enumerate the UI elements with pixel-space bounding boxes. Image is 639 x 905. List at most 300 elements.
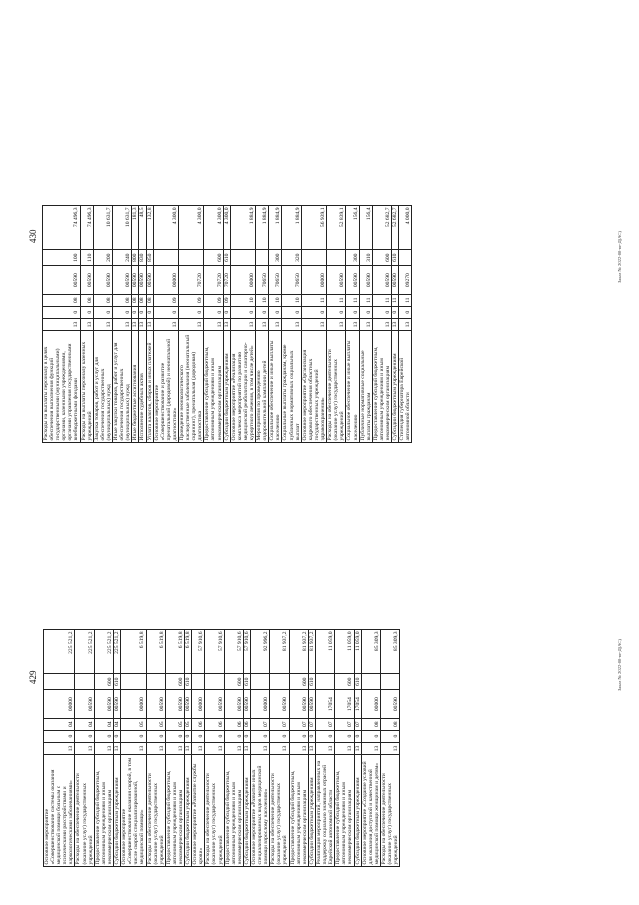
code-sub-cell: 0 bbox=[392, 306, 399, 318]
code-program-cell: 13 bbox=[399, 318, 412, 331]
row-name-cell: Основное мероприятие «Реализация комплекса мероприятий по развитию медицинской реабилитации и санаторно-курортного лечения, в том числе детей» bbox=[230, 331, 255, 443]
code-direction-cell: 00000 bbox=[121, 690, 146, 718]
code-expense-type-cell: 830 bbox=[139, 250, 146, 266]
table-row bbox=[93, 206, 112, 443]
code-sub-cell: 0 bbox=[270, 730, 289, 742]
amount-cell: 181,3 bbox=[132, 206, 139, 250]
code-direction-cell: 00590 bbox=[205, 690, 224, 718]
code-sub-cell: 0 bbox=[178, 306, 203, 318]
code-program-cell: 13 bbox=[132, 318, 139, 331]
code-direction-cell: 17054 bbox=[335, 690, 354, 718]
code-activity-cell: 06 bbox=[224, 718, 243, 730]
code-program-cell: 13 bbox=[146, 318, 153, 331]
amount-cell: 225 521,2 bbox=[114, 630, 121, 674]
code-program-cell: 13 bbox=[192, 742, 205, 755]
code-expense-type-cell: 310 bbox=[359, 250, 372, 266]
code-direction-cell: 70650 bbox=[256, 266, 269, 294]
code-activity-cell: 07 bbox=[251, 718, 270, 730]
code-sub-cell: 0 bbox=[308, 730, 315, 742]
table-row bbox=[372, 206, 391, 443]
table-row bbox=[251, 630, 270, 867]
table-row bbox=[75, 630, 94, 867]
amount-cell: 1 884,9 bbox=[230, 206, 255, 250]
amount-cell: 6 519,8 bbox=[121, 630, 146, 674]
code-sub-cell: 0 bbox=[185, 730, 192, 742]
amount-cell: 81 937,2 bbox=[289, 630, 308, 674]
code-activity-cell: 11 bbox=[399, 294, 412, 306]
code-activity-cell: 05 bbox=[121, 718, 146, 730]
table-row bbox=[269, 206, 282, 443]
amount-cell: 92 996,2 bbox=[251, 630, 270, 674]
code-expense-type-cell bbox=[380, 674, 399, 690]
code-sub-cell: 0 bbox=[132, 306, 139, 318]
code-activity-cell: 07 bbox=[335, 718, 354, 730]
code-program-cell: 13 bbox=[392, 318, 399, 331]
amount-cell: 156,4 bbox=[346, 206, 359, 250]
code-sub-cell: 0 bbox=[146, 730, 165, 742]
code-activity-cell: 09 bbox=[223, 294, 230, 306]
code-program-cell: 13 bbox=[178, 318, 203, 331]
amount-cell: 57 910,6 bbox=[192, 630, 205, 674]
code-direction-cell: 70650 bbox=[269, 266, 282, 294]
amount-cell: 10 631,7 bbox=[93, 206, 112, 250]
code-direction-cell: 00000 bbox=[251, 690, 270, 718]
code-direction-cell: 00590 bbox=[165, 690, 184, 718]
amount-cell: 81 937,2 bbox=[308, 630, 315, 674]
code-expense-type-cell: 240 bbox=[113, 250, 132, 266]
code-program-cell: 13 bbox=[93, 318, 112, 331]
code-program-cell: 13 bbox=[205, 742, 224, 755]
code-activity-cell: 07 bbox=[289, 718, 308, 730]
code-activity-cell: 05 bbox=[185, 718, 192, 730]
row-name-cell: Реализация мероприятий, направленных на поддержку социально значимых отраслей Еврейской автономной области bbox=[315, 755, 334, 867]
code-sub-cell: 0 bbox=[44, 730, 75, 742]
code-program-cell: 13 bbox=[43, 318, 81, 331]
code-sub-cell: 0 bbox=[243, 730, 250, 742]
table-row bbox=[153, 206, 178, 443]
code-sub-cell: 0 bbox=[372, 306, 391, 318]
page-left bbox=[0, 453, 639, 905]
amount-cell: 4 300,0 bbox=[223, 206, 230, 250]
amount-cell: 57 910,6 bbox=[224, 630, 243, 674]
table-row bbox=[354, 630, 361, 867]
table-row bbox=[315, 630, 334, 867]
code-expense-type-cell: 610 bbox=[354, 674, 361, 690]
code-direction-cell: 00590 bbox=[94, 690, 113, 718]
code-expense-type-cell: 600 bbox=[335, 674, 354, 690]
code-sub-cell: 0 bbox=[399, 306, 412, 318]
code-program-cell: 13 bbox=[121, 742, 146, 755]
code-program-cell: 13 bbox=[359, 318, 372, 331]
row-name-cell: Субсидии бюджетным учреждениям bbox=[243, 755, 250, 867]
code-expense-type-cell bbox=[399, 250, 412, 266]
row-name-cell: Предоставление субсидий бюджетным, автономным учреждениям и иным некоммерческим организациям bbox=[165, 755, 184, 867]
code-program-cell: 13 bbox=[243, 742, 250, 755]
row-name-cell: Иные бюджетные ассигнования bbox=[132, 331, 139, 443]
code-program-cell: 13 bbox=[165, 742, 184, 755]
code-program-cell: 13 bbox=[113, 318, 132, 331]
row-name-cell: Основное мероприятие «Организация кадрового обеспечения областных государственных учреждений здравоохранения» bbox=[301, 331, 326, 443]
amount-cell: 52 839,1 bbox=[327, 206, 346, 250]
code-program-cell: 13 bbox=[75, 742, 94, 755]
code-sub-cell: 0 bbox=[380, 730, 399, 742]
code-expense-type-cell bbox=[75, 674, 94, 690]
table-row bbox=[346, 206, 359, 443]
row-name-cell: Проведение неонкологического наследственные заболевания (неонатальный скрининг), пренатальная (дородовая) диагностика bbox=[178, 331, 203, 443]
code-expense-type-cell bbox=[146, 674, 165, 690]
amount-cell: 85 309,3 bbox=[361, 630, 380, 674]
row-name-cell: Предоставление субсидий бюджетным, автономным учреждениям и иным некоммерческим организациям bbox=[224, 755, 243, 867]
table-row bbox=[359, 206, 372, 443]
amount-cell: 4 300,0 bbox=[204, 206, 223, 250]
amount-cell: 156,4 bbox=[359, 206, 372, 250]
code-activity-cell: 04 bbox=[75, 718, 94, 730]
row-name-cell: Основное мероприятие «Создание условий для оказания доступной и качественной медицинской помощи женщинам и детям» bbox=[361, 755, 380, 867]
table-row bbox=[327, 206, 346, 443]
code-activity-cell: 11 bbox=[346, 294, 359, 306]
table-row bbox=[380, 630, 399, 867]
table-row bbox=[204, 206, 223, 443]
code-direction-cell: 00000 bbox=[230, 266, 255, 294]
row-name-cell: Основное мероприятие «Развитие иных специализированных видов медицинской помощи взрослому населению» bbox=[251, 755, 270, 867]
code-program-cell: 13 bbox=[94, 742, 113, 755]
row-name-cell: Субсидии бюджетным учреждениям bbox=[114, 755, 121, 867]
page-number: 430 bbox=[28, 229, 38, 243]
code-expense-type-cell bbox=[121, 674, 146, 690]
code-direction-cell: 00000 bbox=[361, 690, 380, 718]
code-activity-cell: 08 bbox=[361, 718, 380, 730]
code-sub-cell: 0 bbox=[224, 730, 243, 742]
code-activity-cell: 04 bbox=[44, 718, 75, 730]
amount-cell: 11 059,0 bbox=[354, 630, 361, 674]
code-activity-cell: 08 bbox=[146, 294, 153, 306]
code-sub-cell: 0 bbox=[301, 306, 326, 318]
code-expense-type-cell: 200 bbox=[93, 250, 112, 266]
amount-cell: 85 309,3 bbox=[380, 630, 399, 674]
code-sub-cell: 0 bbox=[113, 306, 132, 318]
amount-cell: 57 910,6 bbox=[205, 630, 224, 674]
code-direction-cell: 00590 bbox=[132, 266, 139, 294]
code-expense-type-cell bbox=[178, 250, 203, 266]
code-activity-cell: 07 bbox=[315, 718, 334, 730]
table-row bbox=[205, 630, 224, 867]
amount-cell: 4 000,0 bbox=[399, 206, 412, 250]
code-sub-cell: 0 bbox=[153, 306, 178, 318]
row-name-cell: Предоставление субсидий бюджетным, автономным учреждениям и иным некоммерческим организациям bbox=[372, 331, 391, 443]
amount-cell: 56 939,1 bbox=[301, 206, 326, 250]
amount-cell: 1 884,9 bbox=[282, 206, 301, 250]
code-expense-type-cell: 610 bbox=[392, 250, 399, 266]
code-direction-cell: 70720 bbox=[223, 266, 230, 294]
code-sub-cell: 0 bbox=[205, 730, 224, 742]
code-direction-cell: 00590 bbox=[359, 266, 372, 294]
code-program-cell: 13 bbox=[269, 318, 282, 331]
code-activity-cell: 08 bbox=[139, 294, 146, 306]
amount-cell: 4 300,0 bbox=[178, 206, 203, 250]
code-sub-cell: 0 bbox=[114, 730, 121, 742]
code-program-cell: 13 bbox=[346, 318, 359, 331]
row-name-cell: Предоставление субсидий бюджетным, автономным учреждениям и иным некоммерческим организациям bbox=[94, 755, 113, 867]
code-sub-cell: 0 bbox=[192, 730, 205, 742]
code-direction-cell: 00590 bbox=[80, 266, 93, 294]
code-activity-cell: 09 bbox=[204, 294, 223, 306]
code-direction-cell: 70650 bbox=[282, 266, 301, 294]
code-direction-cell: 00590 bbox=[224, 690, 243, 718]
code-activity-cell: 08 bbox=[132, 294, 139, 306]
row-name-cell: Уплата налогов, сборов и иных платежей bbox=[146, 331, 153, 443]
code-activity-cell: 09 bbox=[178, 294, 203, 306]
table-row bbox=[80, 206, 93, 443]
row-name-cell: Субсидии бюджетным учреждениям bbox=[185, 755, 192, 867]
code-sub-cell: 0 bbox=[327, 306, 346, 318]
code-program-cell: 13 bbox=[361, 742, 380, 755]
code-sub-cell: 0 bbox=[315, 730, 334, 742]
amount-cell: 52 682,7 bbox=[392, 206, 399, 250]
code-expense-type-cell bbox=[230, 250, 255, 266]
code-activity-cell: 10 bbox=[282, 294, 301, 306]
code-expense-type-cell: 600 bbox=[289, 674, 308, 690]
code-activity-cell: 05 bbox=[165, 718, 184, 730]
row-name-cell: Иные закупки товаров, работ и услуг для обеспечения государственных (муниципальных) нужд bbox=[113, 331, 132, 443]
code-expense-type-cell bbox=[315, 674, 334, 690]
code-expense-type-cell: 610 bbox=[308, 674, 315, 690]
row-name-cell: Предоставление субсидий бюджетным, автономным учреждениям и иным некоммерческим организациям bbox=[335, 755, 354, 867]
row-name-cell: Мероприятия по проведению оздоровительной кампании детей bbox=[256, 331, 269, 443]
code-expense-type-cell bbox=[301, 250, 326, 266]
table-row bbox=[224, 630, 243, 867]
code-expense-type-cell: 300 bbox=[269, 250, 282, 266]
code-activity-cell: 08 bbox=[113, 294, 132, 306]
code-activity-cell: 08 bbox=[93, 294, 112, 306]
code-sub-cell: 0 bbox=[223, 306, 230, 318]
code-activity-cell: 05 bbox=[146, 718, 165, 730]
code-program-cell: 13 bbox=[224, 742, 243, 755]
code-expense-type-cell bbox=[205, 674, 224, 690]
code-direction-cell: 00590 bbox=[146, 266, 153, 294]
code-direction-cell: 00000 bbox=[153, 266, 178, 294]
row-name-cell: Субсидии бюджетным учреждениям bbox=[392, 331, 399, 443]
footer-code: Заказ № 2022-88-ве-Д(АС) bbox=[617, 231, 622, 283]
code-sub-cell: 0 bbox=[121, 730, 146, 742]
row-name-cell: Исполнение судебных актов bbox=[139, 331, 146, 443]
code-program-cell: 13 bbox=[139, 318, 146, 331]
code-activity-cell: 11 bbox=[392, 294, 399, 306]
code-expense-type-cell: 600 bbox=[372, 250, 391, 266]
amount-cell: 81 937,2 bbox=[270, 630, 289, 674]
code-direction-cell: 00000 bbox=[44, 690, 75, 718]
row-name-cell: Социальное обеспечение и иные выплаты населению bbox=[269, 331, 282, 443]
table-row bbox=[289, 630, 308, 867]
amount-cell: 11 059,0 bbox=[335, 630, 354, 674]
table-row bbox=[146, 206, 153, 443]
amount-cell: 132,8 bbox=[146, 206, 153, 250]
row-name-cell: Расходы на обеспечение деятельности (оказание услуг) государственных учреждений bbox=[205, 755, 224, 867]
code-program-cell: 13 bbox=[289, 742, 308, 755]
amount-cell: 6 519,8 bbox=[165, 630, 184, 674]
amount-cell: 74 496,3 bbox=[80, 206, 93, 250]
code-activity-cell: 11 bbox=[327, 294, 346, 306]
table-row bbox=[399, 206, 412, 443]
code-expense-type-cell: 610 bbox=[243, 674, 250, 690]
table-row bbox=[282, 206, 301, 443]
code-activity-cell: 10 bbox=[269, 294, 282, 306]
amount-cell: 74 496,3 bbox=[43, 206, 81, 250]
code-program-cell: 13 bbox=[380, 742, 399, 755]
code-program-cell: 13 bbox=[308, 742, 315, 755]
table-row bbox=[392, 206, 399, 443]
code-direction-cell: 00590 bbox=[113, 266, 132, 294]
code-expense-type-cell bbox=[270, 674, 289, 690]
row-name-cell: Субсидии бюджетным учреждениям bbox=[223, 331, 230, 443]
code-sub-cell: 0 bbox=[256, 306, 269, 318]
row-name-cell: Расходы на выплаты персоналу в целях обеспечения выполнения функций государственными (муниципальными) органами, казенными учреждениями, органами управления государственными внебюджетными фондами bbox=[43, 331, 81, 443]
amount-cell: 11 059,0 bbox=[315, 630, 334, 674]
table-row bbox=[94, 630, 113, 867]
code-program-cell: 13 bbox=[204, 318, 223, 331]
code-program-cell: 13 bbox=[354, 742, 361, 755]
code-activity-cell: 07 bbox=[308, 718, 315, 730]
row-name-cell: Субсидии бюджетным учреждениям bbox=[354, 755, 361, 867]
row-name-cell: Основное мероприятие «Совершенствование и развитие пренатальной (дородовой) и неонатальной диагностики» bbox=[153, 331, 178, 443]
code-activity-cell: 04 bbox=[114, 718, 121, 730]
amount-cell: 1 884,9 bbox=[269, 206, 282, 250]
code-direction-cell: 00590 bbox=[75, 690, 94, 718]
code-sub-cell: 0 bbox=[251, 730, 270, 742]
footer-code: Заказ № 2022-88-ве-Д(АС) bbox=[617, 639, 622, 691]
code-sub-cell: 0 bbox=[346, 306, 359, 318]
code-direction-cell: 00590 bbox=[380, 690, 399, 718]
amount-cell: 1 884,9 bbox=[256, 206, 269, 250]
code-sub-cell: 0 bbox=[146, 306, 153, 318]
code-sub-cell: 0 bbox=[361, 730, 380, 742]
code-direction-cell: 00590 bbox=[146, 690, 165, 718]
row-name-cell: Расходы на обеспечение деятельности (оказание услуг) государственных учреждений bbox=[270, 755, 289, 867]
code-sub-cell: 0 bbox=[359, 306, 372, 318]
code-activity-cell: 06 bbox=[243, 718, 250, 730]
code-direction-cell: 70720 bbox=[178, 266, 203, 294]
code-expense-type-cell bbox=[44, 674, 75, 690]
table-row bbox=[121, 630, 146, 867]
code-sub-cell: 0 bbox=[139, 306, 146, 318]
code-program-cell: 13 bbox=[230, 318, 255, 331]
code-program-cell: 13 bbox=[153, 318, 178, 331]
code-activity-cell: 06 bbox=[192, 718, 205, 730]
code-program-cell: 13 bbox=[44, 742, 75, 755]
code-sub-cell: 0 bbox=[230, 306, 255, 318]
page-number: 429 bbox=[28, 670, 38, 684]
table-row bbox=[243, 630, 250, 867]
code-sub-cell: 0 bbox=[335, 730, 354, 742]
code-expense-type-cell bbox=[327, 250, 346, 266]
code-sub-cell: 0 bbox=[80, 306, 93, 318]
code-activity-cell: 08 bbox=[43, 294, 81, 306]
amount-cell: 225 521,2 bbox=[44, 630, 75, 674]
row-name-cell: Стипендия губернатора Еврейской автономной области bbox=[399, 331, 412, 443]
code-direction-cell: 00590 bbox=[139, 266, 146, 294]
table-row bbox=[223, 206, 230, 443]
code-expense-type-cell: 850 bbox=[146, 250, 153, 266]
code-sub-cell: 0 bbox=[269, 306, 282, 318]
code-program-cell: 13 bbox=[146, 742, 165, 755]
code-direction-cell: 00590 bbox=[327, 266, 346, 294]
code-program-cell: 13 bbox=[335, 742, 354, 755]
table-row bbox=[256, 206, 269, 443]
code-expense-type-cell: 320 bbox=[282, 250, 301, 266]
row-name-cell: Расходы на обеспечение деятельности (оказание услуг) государственных учреждений bbox=[75, 755, 94, 867]
row-name-cell: Расходы на обеспечение деятельности (оказание услуг) государственных учреждений bbox=[380, 755, 399, 867]
code-activity-cell: 07 bbox=[354, 718, 361, 730]
row-name-cell: Закупка товаров, работ и услуг для обеспечения государственных (муниципальных) нужд bbox=[93, 331, 112, 443]
code-sub-cell: 0 bbox=[94, 730, 113, 742]
code-activity-cell: 10 bbox=[230, 294, 255, 306]
code-direction-cell: 00590 bbox=[346, 266, 359, 294]
table-row bbox=[185, 630, 192, 867]
code-sub-cell: 0 bbox=[165, 730, 184, 742]
code-expense-type-cell: 600 bbox=[204, 250, 223, 266]
amount-cell: 4 300,0 bbox=[153, 206, 178, 250]
row-name-cell: Субсидии бюджетным учреждениям bbox=[308, 755, 315, 867]
code-program-cell: 13 bbox=[223, 318, 230, 331]
code-direction-cell: 00590 bbox=[270, 690, 289, 718]
code-program-cell: 13 bbox=[315, 742, 334, 755]
table-row bbox=[270, 630, 289, 867]
amount-cell: 57 910,6 bbox=[243, 630, 250, 674]
table-row bbox=[44, 630, 75, 867]
code-sub-cell: 0 bbox=[93, 306, 112, 318]
code-expense-type-cell: 600 bbox=[165, 674, 184, 690]
table-row bbox=[192, 630, 205, 867]
table-row bbox=[301, 206, 326, 443]
code-direction-cell: 00590 bbox=[372, 266, 391, 294]
code-activity-cell: 11 bbox=[301, 294, 326, 306]
row-name-cell: Предоставление субсидий бюджетным, автономным учреждениям и иным некоммерческим организациям bbox=[289, 755, 308, 867]
amount-cell: 10 631,7 bbox=[113, 206, 132, 250]
budget-table bbox=[43, 629, 400, 867]
code-direction-cell: 17054 bbox=[354, 690, 361, 718]
row-name-cell: Расходы на обеспечение деятельности (оказание услуг) государственных учреждений bbox=[327, 331, 346, 443]
row-name-cell: Основное мероприятие «Совершенствование системы оказания медицинской помощи больным с психическими расстройствами и наркологическими заболеваниями» bbox=[44, 755, 75, 867]
code-direction-cell: 00590 bbox=[114, 690, 121, 718]
code-direction-cell: 00590 bbox=[43, 266, 81, 294]
code-expense-type-cell: 610 bbox=[114, 674, 121, 690]
row-name-cell: Основное мероприятие «Развитие службы крови» bbox=[192, 755, 205, 867]
code-program-cell: 13 bbox=[114, 742, 121, 755]
code-direction-cell: 00590 bbox=[243, 690, 250, 718]
code-expense-type-cell bbox=[256, 250, 269, 266]
table-row bbox=[165, 630, 184, 867]
code-expense-type-cell bbox=[153, 250, 178, 266]
code-activity-cell: 11 bbox=[372, 294, 391, 306]
code-program-cell: 13 bbox=[256, 318, 269, 331]
code-activity-cell: 07 bbox=[270, 718, 289, 730]
table-row bbox=[308, 630, 315, 867]
amount-cell: 6 519,8 bbox=[146, 630, 165, 674]
code-expense-type-cell bbox=[251, 674, 270, 690]
code-program-cell: 13 bbox=[372, 318, 391, 331]
code-activity-cell: 09 bbox=[153, 294, 178, 306]
code-program-cell: 13 bbox=[185, 742, 192, 755]
table-row bbox=[361, 630, 380, 867]
code-direction-cell: 70720 bbox=[204, 266, 223, 294]
code-activity-cell: 08 bbox=[80, 294, 93, 306]
code-direction-cell: 00590 bbox=[93, 266, 112, 294]
code-direction-cell: 09270 bbox=[399, 266, 412, 294]
code-expense-type-cell: 600 bbox=[94, 674, 113, 690]
code-expense-type-cell: 300 bbox=[346, 250, 359, 266]
amount-cell: 6 519,8 bbox=[185, 630, 192, 674]
code-program-cell: 13 bbox=[251, 742, 270, 755]
code-direction-cell: 17054 bbox=[315, 690, 334, 718]
